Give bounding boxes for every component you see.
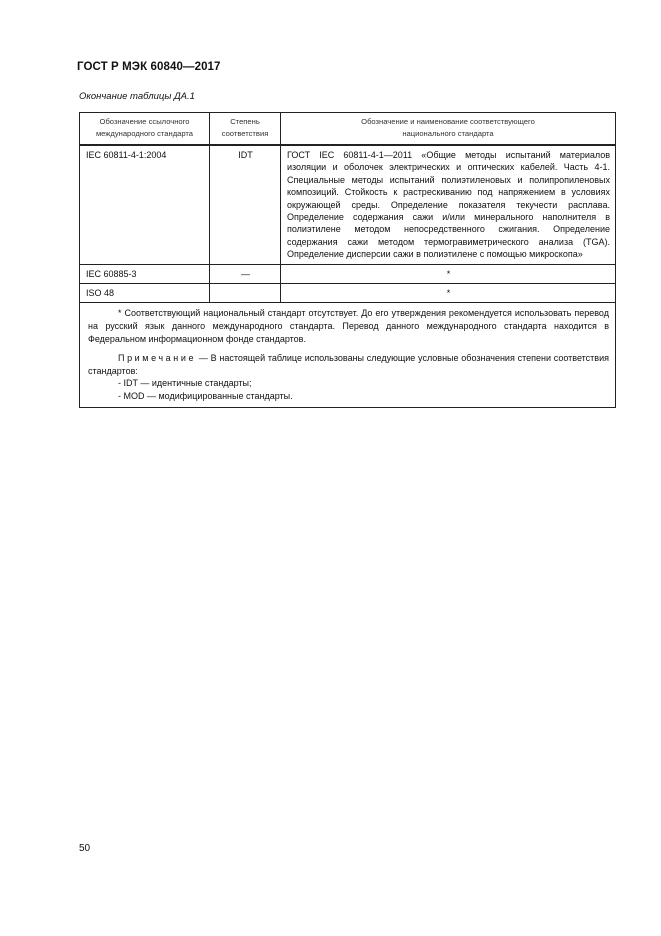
footnote-row [80, 303, 616, 407]
reference-standards-table [79, 112, 616, 408]
column-header-intl-standard: Обозначение ссылочного международного стандарта [80, 113, 210, 146]
national-standard-cell: * [281, 264, 616, 283]
table-header-row [80, 113, 616, 146]
degree-cell: — [210, 264, 281, 283]
footnote-cell [80, 303, 616, 407]
national-standard-cell: ГОСТ IEC 60811-4-1—2011 «Общие методы испытаний материалов изоляции и оболочек электрических и оптических кабелей. Часть 4-1. Специальные методы испытаний полиэтиленовых и полипропиленовых композиций. Стойкость к растрескиванию под напряжением в условиях окружающей среды. Определение показателя текучести расплава. Определение содержания сажи и/или минерального наполнителя в полиэтилене методом непосредственного сжигания. Определение содержания сажи методом термогравиметрического анализа (TGA). Определение дисперсии сажи в полиэтилене с помощью микроскопа» [281, 145, 616, 264]
column-header-degree: Степень соответствия [210, 113, 281, 146]
note-label: Примечание [118, 353, 197, 364]
degree-cell [210, 284, 281, 303]
table-row [80, 145, 616, 264]
table-row [80, 264, 616, 283]
column-header-national-standard: Обозначение и наименование соответствующего национального стандарта [281, 113, 616, 146]
intl-standard-cell: IEC 60811-4-1:2004 [80, 145, 210, 264]
footnote-text: * Соответствующий национальный стандарт отсутствует. До его утверждения рекомендуется использовать перевод на русский язык данного международного стандарта. Перевод данного международного стандарта находится в Федеральном информационном фонде стандартов. [88, 308, 609, 344]
table-caption: Окончание таблицы ДА.1 [79, 91, 195, 102]
note-paragraph [88, 352, 609, 377]
intl-standard-cell: ISO 48 [80, 284, 210, 303]
note-text: — В настоящей таблице использованы следующие условные обозначения степени соответствия стандартов: [88, 353, 609, 376]
national-standard-cell: * [281, 284, 616, 303]
page-number: 50 [79, 843, 91, 854]
degree-cell: IDT [210, 145, 281, 264]
table-row [80, 284, 616, 303]
document-code-header: ГОСТ Р МЭК 60840—2017 [77, 61, 221, 73]
note-item: - IDT — идентичные стандарты; [118, 378, 252, 389]
intl-standard-cell: IEC 60885-3 [80, 264, 210, 283]
note-item: - MOD — модифицированные стандарты. [118, 391, 293, 402]
